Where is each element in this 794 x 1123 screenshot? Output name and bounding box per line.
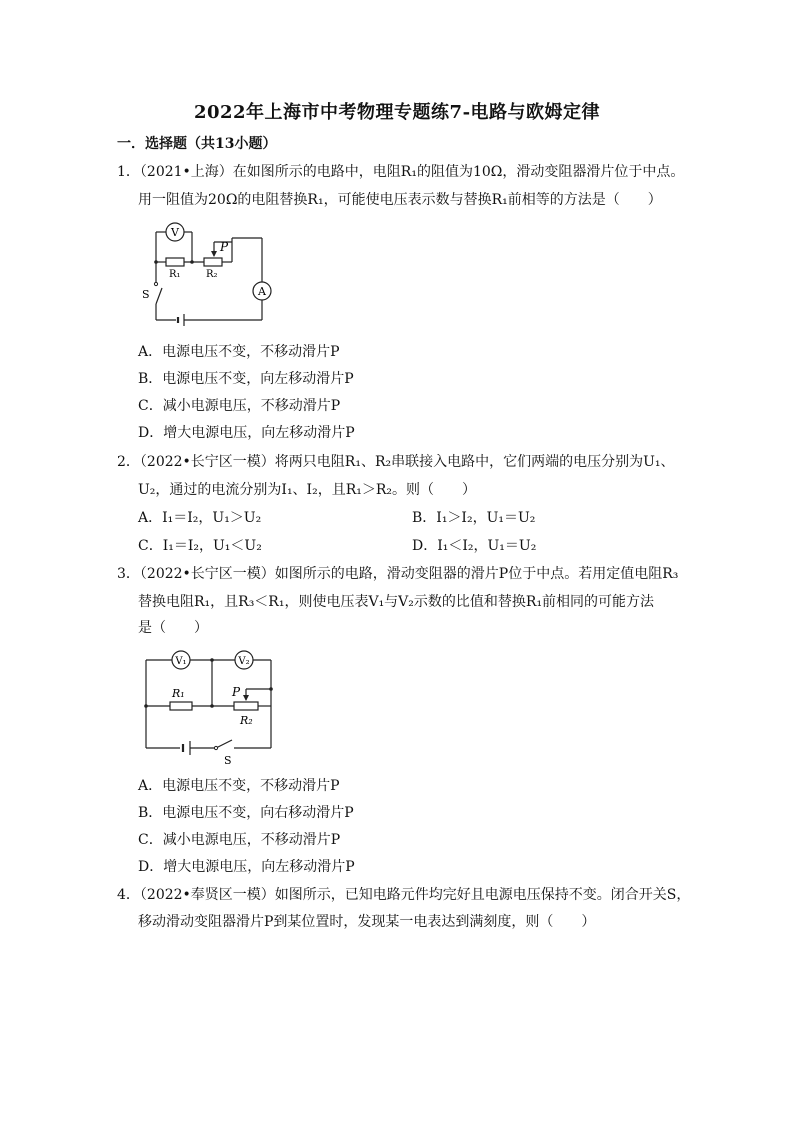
q1-circuit-diagram <box>140 218 280 330</box>
q3-stem-line1: 3．（2022•长宁区一模）如图所示的电路，滑动变阻器的滑片P位于中点。若用定值电阻R₃ <box>117 566 679 582</box>
q1-option-c[interactable]: C．减小电源电压，不移动滑片P <box>138 398 341 414</box>
q2-stem-line1: 2．（2022•长宁区一模）将两只电阻R₁、R₂串联接入电路中，它们两端的电压分别为U₁、 <box>117 454 675 470</box>
section-heading: 一．选择题（共13小题） <box>117 136 277 152</box>
q1-r2-label: R₂ <box>206 269 218 280</box>
q1-stem-line2: 用一阻值为20Ω的电阻替换R₁，可能使电压表示数与替换R₁前相等的方法是（ ） <box>138 192 662 208</box>
q2-option-b[interactable]: B．I₁＞I₂，U₁＝U₂ <box>412 510 536 526</box>
q1-switch-label: S <box>142 288 150 301</box>
q4-stem-line2: 移动滑动变阻器滑片P到某位置时，发现某一电表达到满刻度，则（ ） <box>138 914 596 930</box>
q1-option-d[interactable]: D．增大电源电压，向左移动滑片P <box>138 425 355 441</box>
q1-option-a[interactable]: A．电源电压不变，不移动滑片P <box>138 344 340 360</box>
q3-stem-line3: 是（ ） <box>138 620 208 636</box>
q1-voltmeter-label: V <box>171 226 179 239</box>
q3-slider-label: P <box>232 685 241 699</box>
q3-v2-label: V₂ <box>238 656 250 667</box>
q1-stem-line1: 1．（2021•上海）在如图所示的电路中，电阻R₁的阻值为10Ω，滑动变阻器滑片位于中点。 <box>117 164 685 180</box>
page-title: 2022年上海市中考物理专题练7-电路与欧姆定律 <box>193 102 601 123</box>
q2-stem-line2: U₂，通过的电流分别为I₁、I₂，且R₁＞R₂。则（ ） <box>138 482 477 498</box>
q3-r2-label: R₂ <box>240 714 253 727</box>
q1-ammeter-label: A <box>258 285 266 298</box>
q3-v1-label: V₁ <box>175 656 187 667</box>
q1-slider-label: P <box>220 240 229 254</box>
q2-option-d[interactable]: D．I₁＜I₂，U₁＝U₂ <box>412 538 537 554</box>
q3-stem-line2: 替换电阻R₁，且R₃＜R₁，则使电压表V₁与V₂示数的比值和替换R₁前相同的可能方法 <box>138 594 655 610</box>
q3-option-a[interactable]: A．电源电压不变，不移动滑片P <box>138 778 340 794</box>
q3-option-c[interactable]: C．减小电源电压，不移动滑片P <box>138 832 341 848</box>
q1-option-b[interactable]: B．电源电压不变，向左移动滑片P <box>138 371 354 387</box>
q3-r1-label: R₁ <box>172 687 185 700</box>
q2-option-c[interactable]: C．I₁＝I₂，U₁＜U₂ <box>138 538 262 554</box>
q4-stem-line1: 4．（2022•奉贤区一模）如图所示，已知电路元件均完好且电源电压保持不变。闭合开关S， <box>117 887 691 903</box>
q3-option-d[interactable]: D．增大电源电压，向左移动滑片P <box>138 859 355 875</box>
q3-option-b[interactable]: B．电源电压不变，向右移动滑片P <box>138 805 354 821</box>
q1-r1-label: R₁ <box>169 269 181 280</box>
q3-circuit-diagram <box>138 646 286 768</box>
q2-option-a[interactable]: A．I₁＝I₂，U₁＞U₂ <box>138 510 262 526</box>
q3-switch-label: S <box>224 754 232 767</box>
